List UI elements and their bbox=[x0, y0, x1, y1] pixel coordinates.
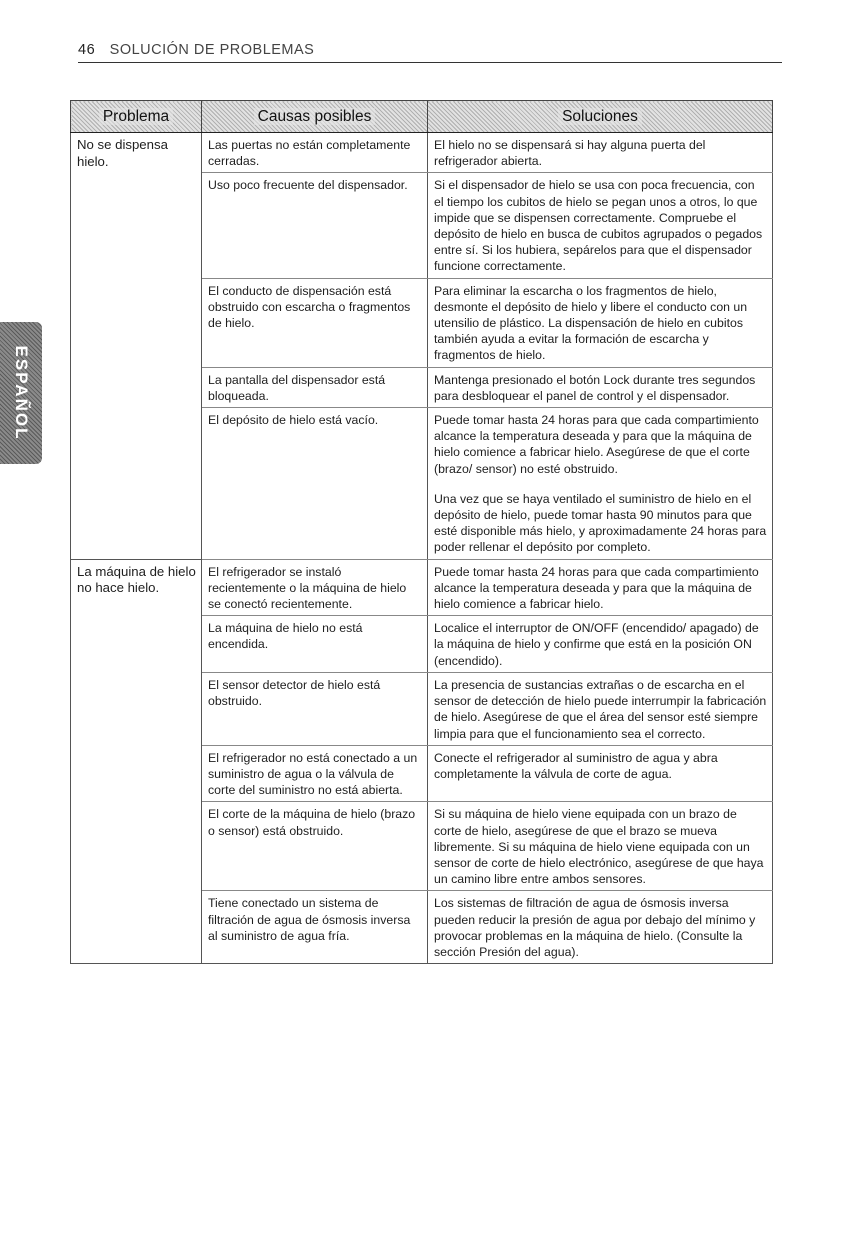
cause-cell: El refrigerador se instaló recientemente o la máquina de hielo se conectó recientemente. bbox=[202, 559, 428, 616]
column-header-problem: Problema bbox=[71, 101, 202, 133]
troubleshooting-table bbox=[70, 100, 773, 964]
section-title: SOLUCIÓN DE PROBLEMAS bbox=[109, 42, 315, 58]
problem-cell: La máquina de hielo no hace hielo. bbox=[71, 559, 202, 963]
language-label: ESPAÑOL bbox=[12, 345, 31, 441]
solution-cell: Los sistemas de filtración de agua de ósmosis inversa pueden reducir la presión de agua por debajo del mínimo y provocar problemas en la máquina de hielo. (Consulte la sección Presión del agua). bbox=[428, 891, 773, 964]
solution-paragraph: Puede tomar hasta 24 horas para que cada compartimiento alcance la temperatura deseada y para que la máquina de hielo comience a fabricar hielo. Asegúrese de que el corte (brazo/ sensor) no esté obstruido. bbox=[434, 413, 759, 476]
table-header-row bbox=[71, 101, 773, 133]
solution-cell: Si su máquina de hielo viene equipada con un brazo de corte de hielo, asegúrese de que el brazo se mueva libremente. Si su máquina de hielo viene equipada con un sensor de corte de hielo electrónico, asegúrese de que haya un camino libre entre ambos sensores. bbox=[428, 802, 773, 891]
problem-cell: No se dispensa hielo. bbox=[71, 133, 202, 560]
cause-cell: La pantalla del dispensador está bloqueada. bbox=[202, 367, 428, 407]
cause-cell: Uso poco frecuente del dispensador. bbox=[202, 173, 428, 278]
cause-cell: El refrigerador no está conectado a un suministro de agua o la válvula de corte del suministro no está abierta. bbox=[202, 745, 428, 802]
cause-cell: El sensor detector de hielo está obstruido. bbox=[202, 672, 428, 745]
solution-cell: El hielo no se dispensará si hay alguna puerta del refrigerador abierta. bbox=[428, 133, 773, 173]
solution-cell: Conecte el refrigerador al suministro de agua y abra completamente la válvula de corte de agua. bbox=[428, 745, 773, 802]
solution-cell: Localice el interruptor de ON/OFF (encendido/ apagado) de la máquina de hielo y confirme que está en la posición ON (encendido). bbox=[428, 616, 773, 673]
page-header bbox=[78, 42, 782, 63]
solution-cell: Mantenga presionado el botón Lock durante tres segundos para desbloquear el panel de control y el dispensador. bbox=[428, 367, 773, 407]
solution-paragraph: Una vez que se haya ventilado el suministro de hielo en el depósito de hielo, puede tomar hasta 90 minutos para que esté disponible más hielo, y aproximadamente 24 horas para poder rellenar el depósito por completo. bbox=[434, 491, 767, 555]
cause-cell: El depósito de hielo está vacío. bbox=[202, 408, 428, 560]
solution-cell: Para eliminar la escarcha o los fragmentos de hielo, desmonte el depósito de hielo y libere el conducto con un utensilio de plástico. La dispensación de hielo en cubitos también ayuda a evitar la formación de escarcha y fragmentos de hielo. bbox=[428, 278, 773, 367]
language-side-tab bbox=[0, 322, 42, 464]
cause-cell: La máquina de hielo no está encendida. bbox=[202, 616, 428, 673]
page-number: 46 bbox=[78, 42, 96, 58]
cause-cell: Las puertas no están completamente cerradas. bbox=[202, 133, 428, 173]
table-row bbox=[71, 559, 773, 616]
cause-cell: Tiene conectado un sistema de filtración de agua de ósmosis inversa al suministro de agua fría. bbox=[202, 891, 428, 964]
column-header-solutions: Soluciones bbox=[428, 101, 773, 133]
column-header-causes: Causas posibles bbox=[202, 101, 428, 133]
solution-cell: La presencia de sustancias extrañas o de escarcha en el sensor de detección de hielo puede interrumpir la fabricación de hielo. Asegúrese de que el área del sensor esté siempre limpia para que el funcionamiento sea el correcto. bbox=[428, 672, 773, 745]
solution-cell: Si el dispensador de hielo se usa con poca frecuencia, con el tiempo los cubitos de hielo se pegan unos a otros, lo que impide que se dispensen correctamente. Compruebe el depósito de hielo en busca de cubitos agrupados o pegados entre sí. Si los hubiera, sepárelos para que el dispensador funcione correctamente. bbox=[428, 173, 773, 278]
cause-cell: El conducto de dispensación está obstruido con escarcha o fragmentos de hielo. bbox=[202, 278, 428, 367]
solution-cell: Puede tomar hasta 24 horas para que cada compartimiento alcance la temperatura deseada y para que la máquina de hielo comience a fabricar hielo. bbox=[428, 559, 773, 616]
table-row bbox=[71, 133, 773, 173]
cause-cell: El corte de la máquina de hielo (brazo o sensor) está obstruido. bbox=[202, 802, 428, 891]
solution-cell bbox=[428, 408, 773, 560]
